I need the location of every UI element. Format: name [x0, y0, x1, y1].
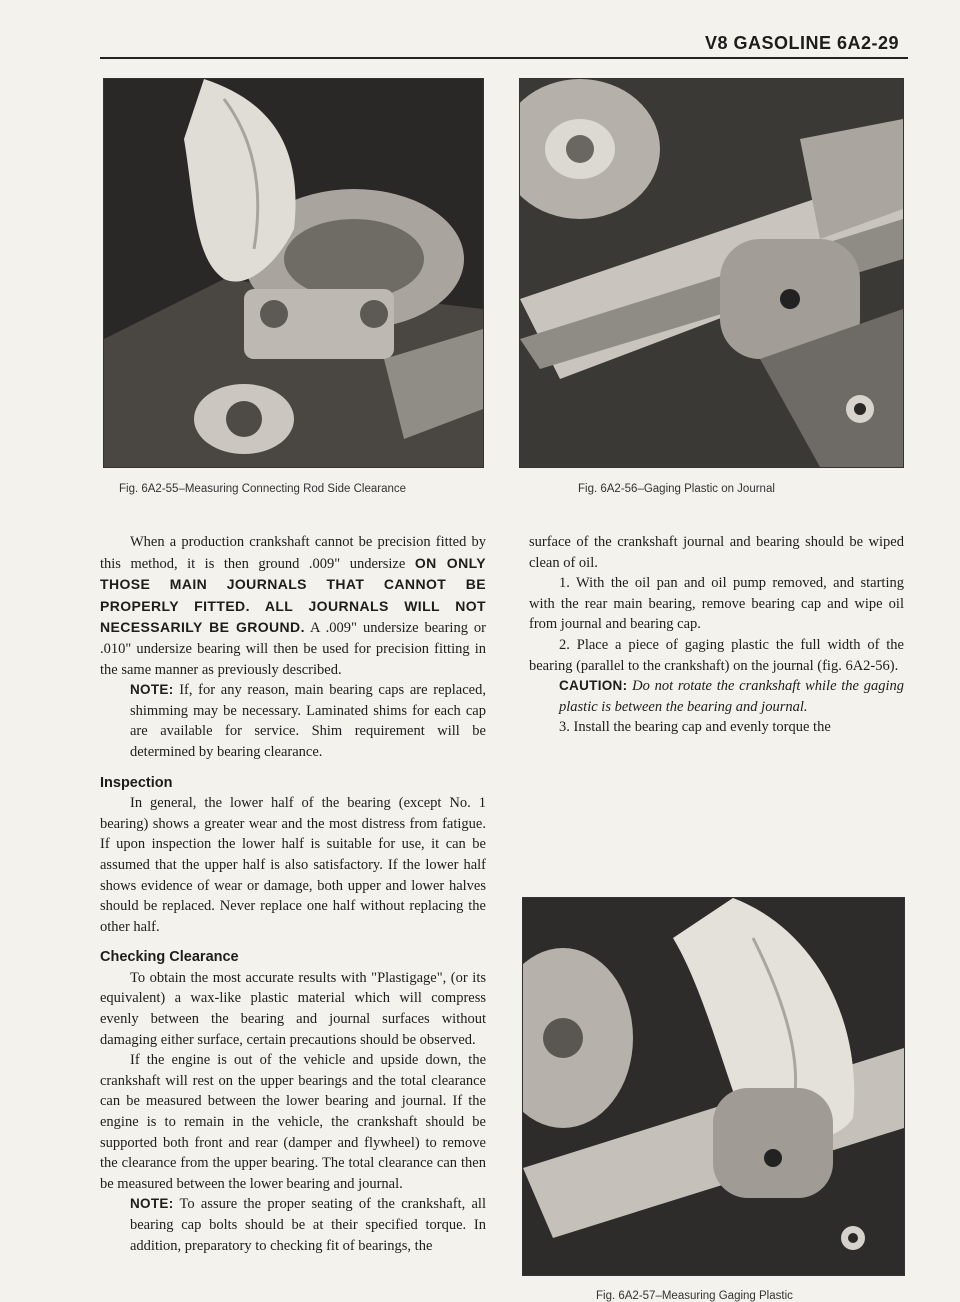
note-seating: NOTE: To assure the proper seating of the crankshaft, all bearing cap bolts should be at their specified torque. In addition, preparatory to checking fit of bearings, the [130, 1196, 486, 1254]
heading-inspection: Inspection [100, 774, 173, 791]
note-label: NOTE: [130, 1196, 174, 1212]
step-3: 3. Install the bearing cap and evenly torque the [559, 719, 831, 736]
note-label: NOTE: [130, 682, 174, 698]
heading-checking-clearance: Checking Clearance [100, 949, 239, 966]
page-header [0, 33, 960, 57]
figure-gaging-plastic-journal-photo [519, 78, 904, 468]
paragraph-checking-1: To obtain the most accurate results with "Plastigage", (or its equivalent) a wax-like plastic material which will compress evenly between the bearing and journal surfaces without damaging either surface, certain precautions should be observed. [100, 969, 486, 1048]
step-2: 2. Place a piece of gaging plastic the full width of the bearing (parallel to the crankshaft) on the journal (fig. 6A2-56). [529, 636, 904, 674]
paragraph-continuation: surface of the crankshaft journal and bearing should be wiped clean of oil. [529, 534, 904, 571]
figure-caption: Fig. 6A2-57–Measuring Gaging Plastic [596, 1290, 793, 1302]
figure-measuring-gaging-plastic-photo [522, 897, 905, 1276]
figure-caption: Fig. 6A2-55–Measuring Connecting Rod Side Clearance [119, 483, 407, 495]
note-shimming: NOTE: If, for any reason, main bearing caps are replaced, shimming may be necessary. Laminated shims for each cap are available for service. Shim requirement will be determined by bearing clearance. [130, 682, 486, 760]
figure-caption: Fig. 6A2-56–Gaging Plastic on Journal [578, 483, 775, 495]
left-column [100, 532, 486, 1256]
header-rule [100, 57, 908, 59]
step-1: 1. With the oil pan and oil pump removed, and starting with the rear main bearing, remove bearing cap and wipe oil from journal and bearing cap. [529, 575, 904, 633]
right-column [529, 532, 904, 738]
caution-label: CAUTION: [559, 678, 628, 694]
paragraph-precision-fitting: When a production crankshaft cannot be precision fitted by this method, it is then ground .009" undersize ON ONLY THOSE MAIN JOURNALS THAT CANNOT BE PROPERLY FITTED. ALL JOURNALS WILL NOT NECESSARILY BE GROUND. A .009" undersize bearing or .010" undersize bearing will then be used for precision fitting in the same manner as previously described. [100, 534, 486, 678]
page-header-title: V8 GASOLINE 6A2-29 [704, 33, 899, 53]
figure-connecting-rod-photo [103, 78, 484, 468]
caution: CAUTION: Do not rotate the crankshaft while the gaging plastic is between the bearing and journal. [559, 678, 904, 715]
paragraph-inspection: In general, the lower half of the bearing (except No. 1 bearing) shows a greater wear and the most distress from fatigue. If upon inspection the lower half is suitable for use, it can be assumed that the upper half is also satisfactory. If the lower half shows evidence of wear or damage, both upper and lower halves should be replaced. Never replace one half without replacing the other half. [100, 795, 486, 935]
emphasis-text: ON ONLY THOSE MAIN JOURNALS THAT CANNOT BE PROPERLY FITTED. ALL JOURNALS WILL NOT NECESSARILY BE GROUND. [100, 554, 486, 636]
paragraph-checking-2: If the engine is out of the vehicle and upside down, the crankshaft will rest on the upper bearings and the total clearance can be measured between the lower bearing and journal. If the engine is to remain in the vehicle, the crankshaft should be supported both front and rear (damper and flywheel) to remove the clearance from the upper bearing. The total clearance can then be measured between the lower bearing and journal. [100, 1052, 486, 1192]
